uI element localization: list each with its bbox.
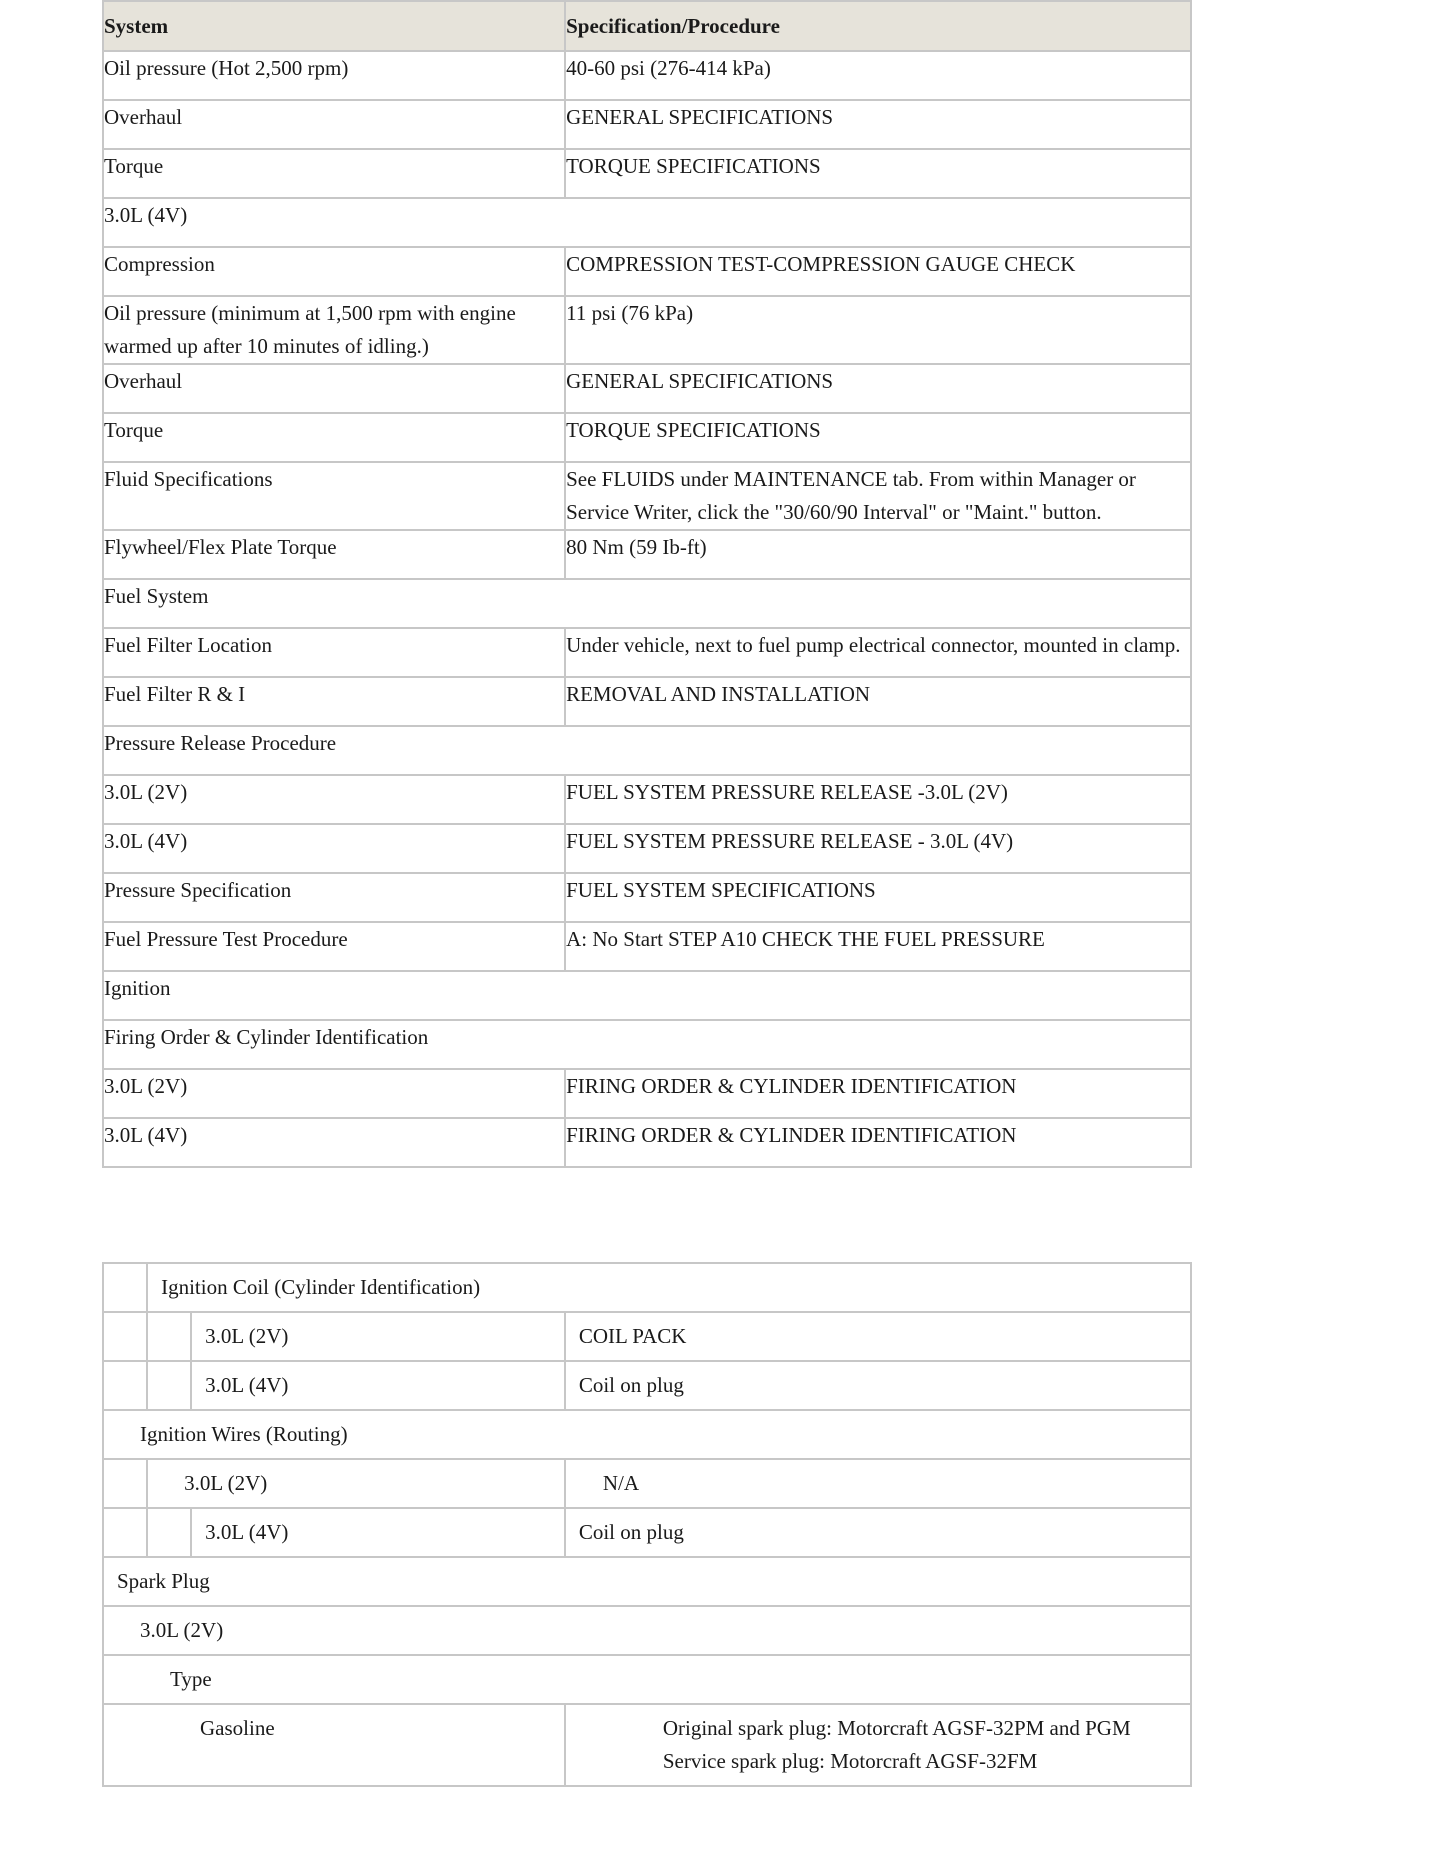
- row-value-line: Service spark plug: Motorcraft AGSF-32FM: [662, 1749, 1038, 1773]
- table-row: [103, 149, 1191, 198]
- row-label: 3.0L (2V): [103, 1069, 565, 1118]
- row-value: FUEL SYSTEM SPECIFICATIONS: [565, 873, 1191, 922]
- spec-column-header: Specification/Procedure: [565, 1, 1191, 51]
- table-row: [103, 530, 1191, 579]
- row-label: Overhaul: [103, 364, 565, 413]
- row-label: Fuel Pressure Test Procedure: [103, 922, 565, 971]
- table-row: [103, 922, 1191, 971]
- section-label: Ignition: [103, 971, 1191, 1020]
- section-label: Fuel System: [103, 579, 1191, 628]
- row-value: 80 Nm (59 Ib-ft): [565, 530, 1191, 579]
- table-row: [103, 1312, 1191, 1361]
- row-label: 3.0L (2V): [103, 775, 565, 824]
- row-label: 3.0L (4V): [103, 824, 565, 873]
- row-label: 3.0L (2V): [147, 1459, 565, 1508]
- row-value: Under vehicle, next to fuel pump electrical connector, mounted in clamp.: [565, 628, 1191, 677]
- table-row: [103, 1361, 1191, 1410]
- section-label: Spark Plug: [103, 1557, 1191, 1606]
- table-row: [103, 100, 1191, 149]
- table-row: [103, 51, 1191, 100]
- section-label: Firing Order & Cylinder Identification: [103, 1020, 1191, 1069]
- table-header-row: [103, 1, 1191, 51]
- row-label: Oil pressure (minimum at 1,500 rpm with engine warmed up after 10 minutes of idling.): [103, 296, 565, 364]
- gutter-cell: [147, 1508, 191, 1557]
- table-row: [103, 1459, 1191, 1508]
- gutter-cell: [103, 1263, 147, 1312]
- table-row: [103, 247, 1191, 296]
- row-value-line: Original spark plug: Motorcraft AGSF-32PM and PGM: [662, 1716, 1131, 1740]
- table-row: [103, 1118, 1191, 1167]
- row-label: Pressure Specification: [103, 873, 565, 922]
- row-value: [565, 1704, 1191, 1786]
- row-value: TORQUE SPECIFICATIONS: [565, 149, 1191, 198]
- row-value: FIRING ORDER & CYLINDER IDENTIFICATION: [565, 1069, 1191, 1118]
- row-label: Overhaul: [103, 100, 565, 149]
- system-column-header: System: [103, 1, 565, 51]
- row-label: Flywheel/Flex Plate Torque: [103, 530, 565, 579]
- row-value: 11 psi (76 kPa): [565, 296, 1191, 364]
- gutter-cell: [103, 1459, 147, 1508]
- row-label: Compression: [103, 247, 565, 296]
- row-value: FUEL SYSTEM PRESSURE RELEASE -3.0L (2V): [565, 775, 1191, 824]
- table-row: [103, 873, 1191, 922]
- section-label: Type: [103, 1655, 1191, 1704]
- section-row: [103, 1410, 1191, 1459]
- section-row: [103, 1020, 1191, 1069]
- row-value: 40-60 psi (276-414 kPa): [565, 51, 1191, 100]
- row-value: REMOVAL AND INSTALLATION: [565, 677, 1191, 726]
- gutter-cell: [103, 1361, 147, 1410]
- section-row: [103, 198, 1191, 247]
- row-value: GENERAL SPECIFICATIONS: [565, 364, 1191, 413]
- table-row: [103, 677, 1191, 726]
- row-label: Fluid Specifications: [103, 462, 565, 530]
- section-label: Pressure Release Procedure: [103, 726, 1191, 775]
- table-row: [103, 462, 1191, 530]
- table-row: [103, 1508, 1191, 1557]
- row-value: Coil on plug: [565, 1508, 1191, 1557]
- row-value: N/A: [565, 1459, 1191, 1508]
- table-row: [103, 364, 1191, 413]
- table-row: [103, 628, 1191, 677]
- gutter-cell: [147, 1361, 191, 1410]
- section-label: Ignition Wires (Routing): [103, 1410, 1191, 1459]
- table-row: [103, 1069, 1191, 1118]
- table-row: [103, 775, 1191, 824]
- section-row: [103, 726, 1191, 775]
- row-value: See FLUIDS under MAINTENANCE tab. From within Manager or Service Writer, click the "30/60/90 Interval" or "Maint." button.: [565, 462, 1191, 530]
- gutter-cell: [147, 1312, 191, 1361]
- row-label: 3.0L (4V): [191, 1361, 565, 1410]
- row-value: Coil on plug: [565, 1361, 1191, 1410]
- section-row: [103, 1557, 1191, 1606]
- section-label: 3.0L (4V): [103, 198, 1191, 247]
- row-value: TORQUE SPECIFICATIONS: [565, 413, 1191, 462]
- row-label: Torque: [103, 413, 565, 462]
- spec-table-nested: [102, 1262, 1192, 1787]
- row-value: FUEL SYSTEM PRESSURE RELEASE - 3.0L (4V): [565, 824, 1191, 873]
- section-row: [103, 579, 1191, 628]
- table-row: [103, 413, 1191, 462]
- row-label: Fuel Filter Location: [103, 628, 565, 677]
- row-label: Fuel Filter R & I: [103, 677, 565, 726]
- row-value: COIL PACK: [565, 1312, 1191, 1361]
- gutter-cell: [103, 1508, 147, 1557]
- gutter-cell: [103, 1312, 147, 1361]
- table-row: [103, 1704, 1191, 1786]
- section-row: [103, 1606, 1191, 1655]
- table-row: [103, 296, 1191, 364]
- row-label: Torque: [103, 149, 565, 198]
- section-label: 3.0L (2V): [103, 1606, 1191, 1655]
- section-row: [103, 1263, 1191, 1312]
- table-row: [103, 824, 1191, 873]
- row-value: COMPRESSION TEST-COMPRESSION GAUGE CHECK: [565, 247, 1191, 296]
- spec-table: [102, 0, 1192, 1168]
- row-value: GENERAL SPECIFICATIONS: [565, 100, 1191, 149]
- row-label: 3.0L (4V): [103, 1118, 565, 1167]
- section-label: Ignition Coil (Cylinder Identification): [147, 1263, 1191, 1312]
- row-label: 3.0L (2V): [191, 1312, 565, 1361]
- section-row: [103, 1655, 1191, 1704]
- row-value: FIRING ORDER & CYLINDER IDENTIFICATION: [565, 1118, 1191, 1167]
- row-label: Oil pressure (Hot 2,500 rpm): [103, 51, 565, 100]
- row-label: Gasoline: [103, 1704, 565, 1786]
- row-value: A: No Start STEP A10 CHECK THE FUEL PRESSURE: [565, 922, 1191, 971]
- row-label: 3.0L (4V): [191, 1508, 565, 1557]
- section-row: [103, 971, 1191, 1020]
